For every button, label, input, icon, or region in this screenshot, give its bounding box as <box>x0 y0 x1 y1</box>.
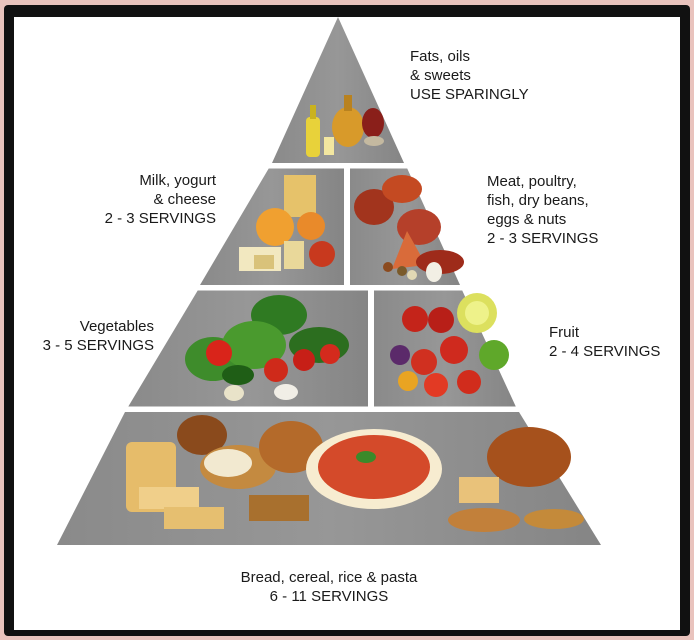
fruit-line-2: 2 - 4 SERVINGS <box>549 343 661 360</box>
vegetables-line-1: Vegetables <box>79 318 154 335</box>
fats-line-1: Fats, oils <box>410 48 471 65</box>
vegetables-label <box>14 317 154 355</box>
dairy-label <box>66 171 216 228</box>
fats-label <box>410 47 529 104</box>
fats-line-2: & sweets <box>410 67 471 84</box>
fruit-line-1: Fruit <box>549 324 579 341</box>
dairy-line-3: 2 - 3 SERVINGS <box>104 210 216 227</box>
protein-line-2: fish, dry beans, <box>487 192 589 209</box>
grains-line-2: 6 - 11 SERVINGS <box>269 588 389 605</box>
fats-line-3: USE SPARINGLY <box>410 86 529 103</box>
grains-line-1: Bread, cereal, rice & pasta <box>240 569 418 586</box>
dairy-line-2: & cheese <box>153 191 216 208</box>
protein-line-1: Meat, poultry, <box>487 173 577 190</box>
dairy-line-1: Milk, yogurt <box>139 172 216 189</box>
grains-label <box>194 568 464 606</box>
protein-line-3: eggs & nuts <box>487 211 567 228</box>
food-pyramid-panel <box>14 17 680 630</box>
fruit-label <box>549 323 660 361</box>
vegetables-line-2: 3 - 5 SERVINGS <box>42 337 154 354</box>
protein-line-4: 2 - 3 SERVINGS <box>487 230 599 247</box>
protein-label <box>487 172 598 248</box>
